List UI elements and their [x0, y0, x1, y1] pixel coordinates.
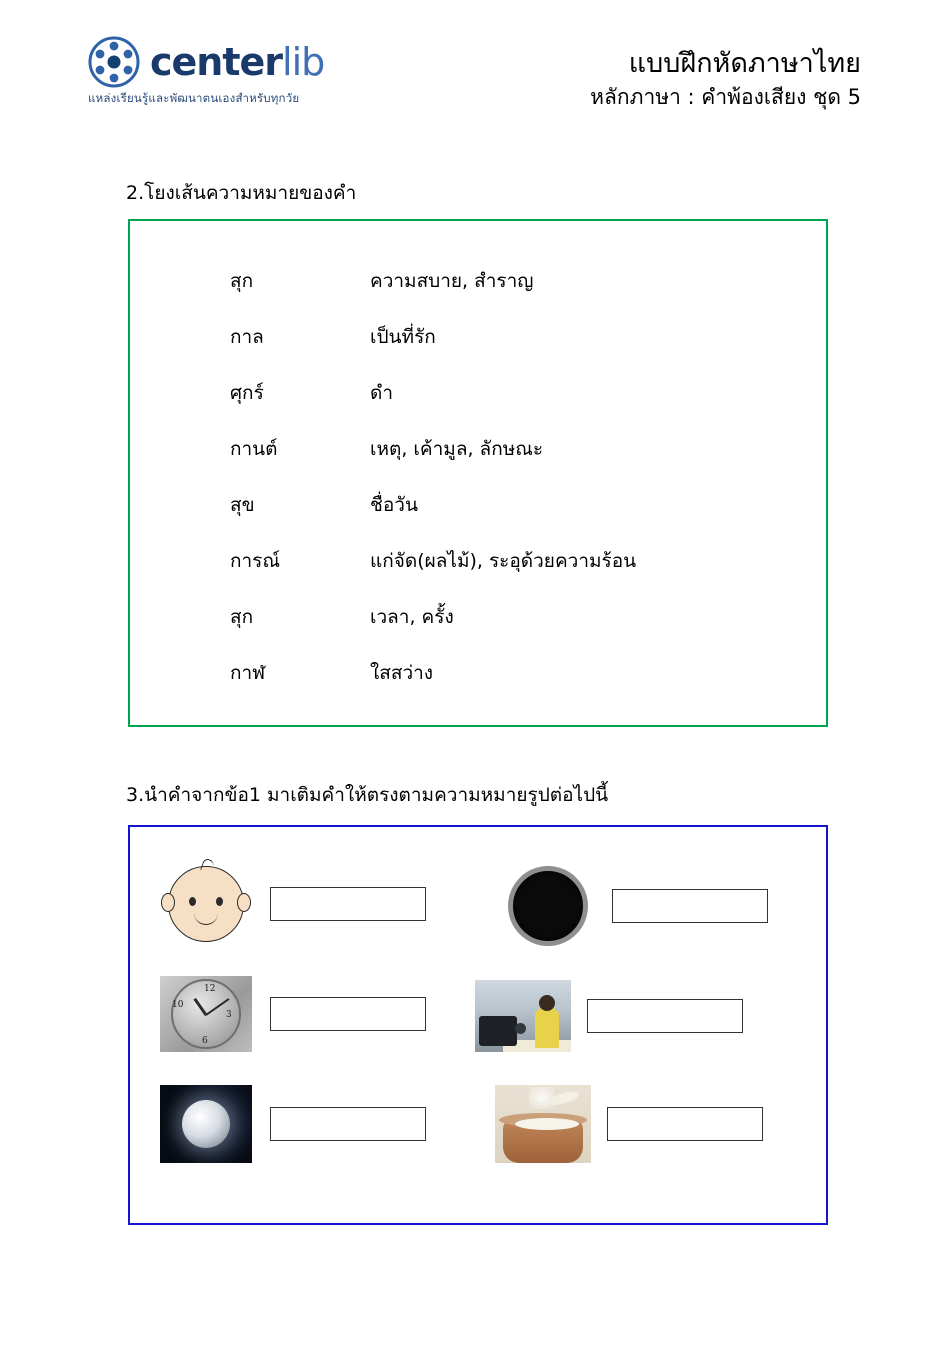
matching-meaning[interactable]: ความสบาย, สำราญ: [370, 270, 534, 292]
matching-row: [230, 546, 790, 602]
matching-row: [230, 266, 790, 322]
matching-meaning[interactable]: ชื่อวัน: [370, 494, 418, 516]
matching-meaning[interactable]: เหตุ, เค้ามูล, ลักษณะ: [370, 438, 544, 460]
picture-item: [475, 977, 743, 1055]
centerlib-dots-logo-icon: [88, 36, 140, 88]
matching-word[interactable]: ศุกร์: [230, 382, 264, 404]
matching-exercise-box: [128, 219, 828, 727]
section-2-instruction: 2.โยงเส้นความหมายของคำ: [126, 182, 357, 204]
picture-item: [158, 975, 426, 1053]
section-3-instruction: 3.นำคำจากข้อ1 มาเติมคำให้ตรงตามความหมายรูปต่อไปนี้: [126, 784, 609, 806]
answer-input-1[interactable]: [270, 887, 426, 921]
matching-row: [230, 658, 790, 714]
answer-input-5[interactable]: [270, 1107, 426, 1141]
matching-meaning[interactable]: ดำ: [370, 382, 394, 404]
cooked-rice-pot-image: [495, 1085, 591, 1163]
matching-pairs-list: [230, 266, 790, 714]
picture-grid: [130, 827, 826, 1223]
page-subtitle: หลักภาษา : คำพ้องเสียง ชุด 5: [590, 85, 861, 110]
matching-meaning[interactable]: ใสสว่าง: [370, 662, 434, 684]
picture-item: [158, 1085, 426, 1163]
logo-wordmark: [150, 40, 324, 84]
answer-input-6[interactable]: [607, 1107, 763, 1141]
baby-face-image: [158, 865, 254, 943]
matching-word[interactable]: สุก: [230, 270, 254, 292]
matching-meaning[interactable]: เวลา, ครั้ง: [370, 606, 454, 628]
full-moon-image: [158, 1085, 254, 1163]
matching-word[interactable]: กาฬ: [230, 662, 266, 684]
title-block: [590, 46, 861, 114]
tv-camera-crew-image: [475, 977, 571, 1055]
black-circle-image: [500, 867, 596, 945]
picture-item: [495, 1085, 763, 1163]
page-header: [0, 24, 951, 144]
logo-wordmark-light: lib: [282, 40, 325, 84]
picture-exercise-box: [128, 825, 828, 1225]
matching-row: [230, 378, 790, 434]
matching-row: [230, 434, 790, 490]
matching-word[interactable]: การณ์: [230, 550, 281, 572]
matching-word[interactable]: กาล: [230, 326, 264, 348]
picture-item: [158, 865, 426, 943]
answer-input-3[interactable]: [270, 997, 426, 1031]
matching-row: [230, 490, 790, 546]
matching-row: [230, 602, 790, 658]
matching-word[interactable]: สุก: [230, 606, 254, 628]
matching-meaning[interactable]: แก่จัด(ผลไม้), ระอุด้วยความร้อน: [370, 550, 637, 572]
logo-tagline: แหล่งเรียนรู้และพัฒนาตนเองสำหรับทุกวัย: [88, 91, 300, 105]
matching-meaning[interactable]: เป็นที่รัก: [370, 326, 436, 348]
page-title: แบบฝึกหัดภาษาไทย: [628, 48, 861, 79]
matching-row: [230, 322, 790, 378]
answer-input-2[interactable]: [612, 889, 768, 923]
matching-word[interactable]: สุข: [230, 494, 255, 516]
clock-image: 12 10 3 6: [158, 975, 254, 1053]
answer-input-4[interactable]: [587, 999, 743, 1033]
logo-wordmark-bold: center: [150, 40, 283, 84]
picture-item: [500, 867, 768, 945]
logo-block: [88, 36, 358, 108]
matching-word[interactable]: กานต์: [230, 438, 278, 460]
